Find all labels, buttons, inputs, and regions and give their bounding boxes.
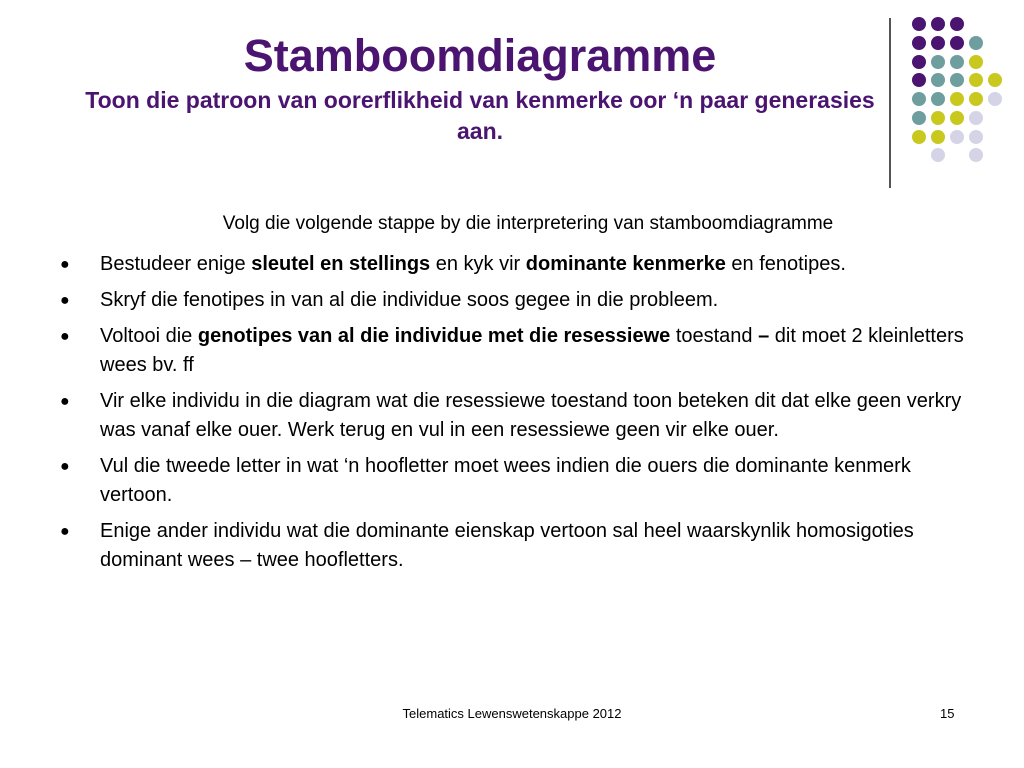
decorative-dot — [912, 92, 926, 106]
bullet-item — [60, 322, 970, 380]
decorative-dot — [950, 92, 964, 106]
footer-text: Telematics Lewenswetenskappe 2012 — [402, 706, 622, 721]
decorative-dot — [950, 17, 964, 31]
bullet-item — [60, 286, 970, 315]
decorative-dot — [969, 111, 983, 125]
bullet-icon: ● — [60, 256, 70, 273]
decorative-dot — [912, 73, 926, 87]
bullet-icon: ● — [60, 292, 70, 309]
bullet-text: en kyk vir — [430, 253, 526, 275]
bullet-item — [60, 517, 970, 575]
bullet-text: Skryf die fenotipes in van al die individue soos gegee in die probleem. — [100, 289, 719, 311]
divider-line — [889, 18, 891, 188]
decorative-dot — [931, 130, 945, 144]
decorative-dot — [988, 73, 1002, 87]
bullet-text: dit moet 2 kleinletters wees bv. ff — [100, 325, 964, 376]
decorative-dot — [950, 36, 964, 50]
decorative-dot — [931, 55, 945, 69]
bullet-text: Vul die tweede letter in wat ‘n hoofletter moet wees indien die ouers die dominante kenmerk vertoon. — [100, 455, 911, 506]
bullet-text: Enige ander individu wat die dominante eienskap vertoon sal heel waarskynlik homosigoties dominant wees – twee hoofletters. — [100, 520, 914, 571]
title-block — [60, 30, 900, 147]
decorative-dot — [950, 111, 964, 125]
decorative-dot — [931, 17, 945, 31]
decorative-dot — [969, 148, 983, 162]
decorative-dot — [931, 92, 945, 106]
bullet-bold-text: – — [758, 325, 770, 347]
bullet-text: Bestudeer enige — [100, 253, 252, 275]
decorative-dot — [912, 111, 926, 125]
decorative-dot — [950, 55, 964, 69]
decorative-dot — [969, 73, 983, 87]
decorative-dot — [988, 92, 1002, 106]
bullet-text: Voltooi die — [100, 325, 198, 347]
bullet-icon: ● — [60, 393, 70, 410]
slide-subtitle: Toon die patroon van oorerflikheid van kenmerke oor ‘n paar generasies aan. — [85, 87, 875, 144]
bullet-item — [60, 387, 970, 445]
decorative-dot — [969, 130, 983, 144]
bullet-bold-text: sleutel en stellings — [251, 253, 431, 275]
bullet-text: Vir elke individu in die diagram wat die resessiewe toestand toon beteken dit dat elke geen verkry was vanaf elke ouer. Werk terug en vul in een resessiewe geen vir elke ouer. — [100, 390, 962, 441]
decorative-dot — [912, 55, 926, 69]
decorative-dot — [969, 92, 983, 106]
decorative-dot — [912, 17, 926, 31]
bullet-text: en fenotipes. — [725, 253, 846, 275]
bullet-icon: ● — [60, 328, 70, 345]
decorative-dot — [950, 130, 964, 144]
decorative-dot — [950, 73, 964, 87]
bullet-bold-text: genotipes van al die individue met die resessiewe — [197, 325, 671, 347]
bullet-item — [60, 452, 970, 510]
page-number: 15 — [940, 706, 955, 721]
bullet-icon: ● — [60, 458, 70, 475]
decorative-dot — [969, 55, 983, 69]
bullet-icon: ● — [60, 523, 70, 540]
decorative-dot — [912, 130, 926, 144]
slide-title: Stamboomdiagramme — [243, 30, 717, 81]
decorative-dot — [931, 111, 945, 125]
intro-text: Volg die volgende stappe by die interpretering van stamboomdiagramme — [222, 213, 834, 234]
decorative-dot — [931, 36, 945, 50]
decorative-dot — [931, 73, 945, 87]
decorative-dot — [931, 148, 945, 162]
bullet-list — [60, 250, 970, 582]
bullet-item — [60, 250, 970, 279]
bullet-bold-text: dominante kenmerke — [525, 253, 726, 275]
bullet-text: toestand — [670, 325, 759, 347]
decorative-dot — [912, 36, 926, 50]
decorative-dot — [969, 36, 983, 50]
